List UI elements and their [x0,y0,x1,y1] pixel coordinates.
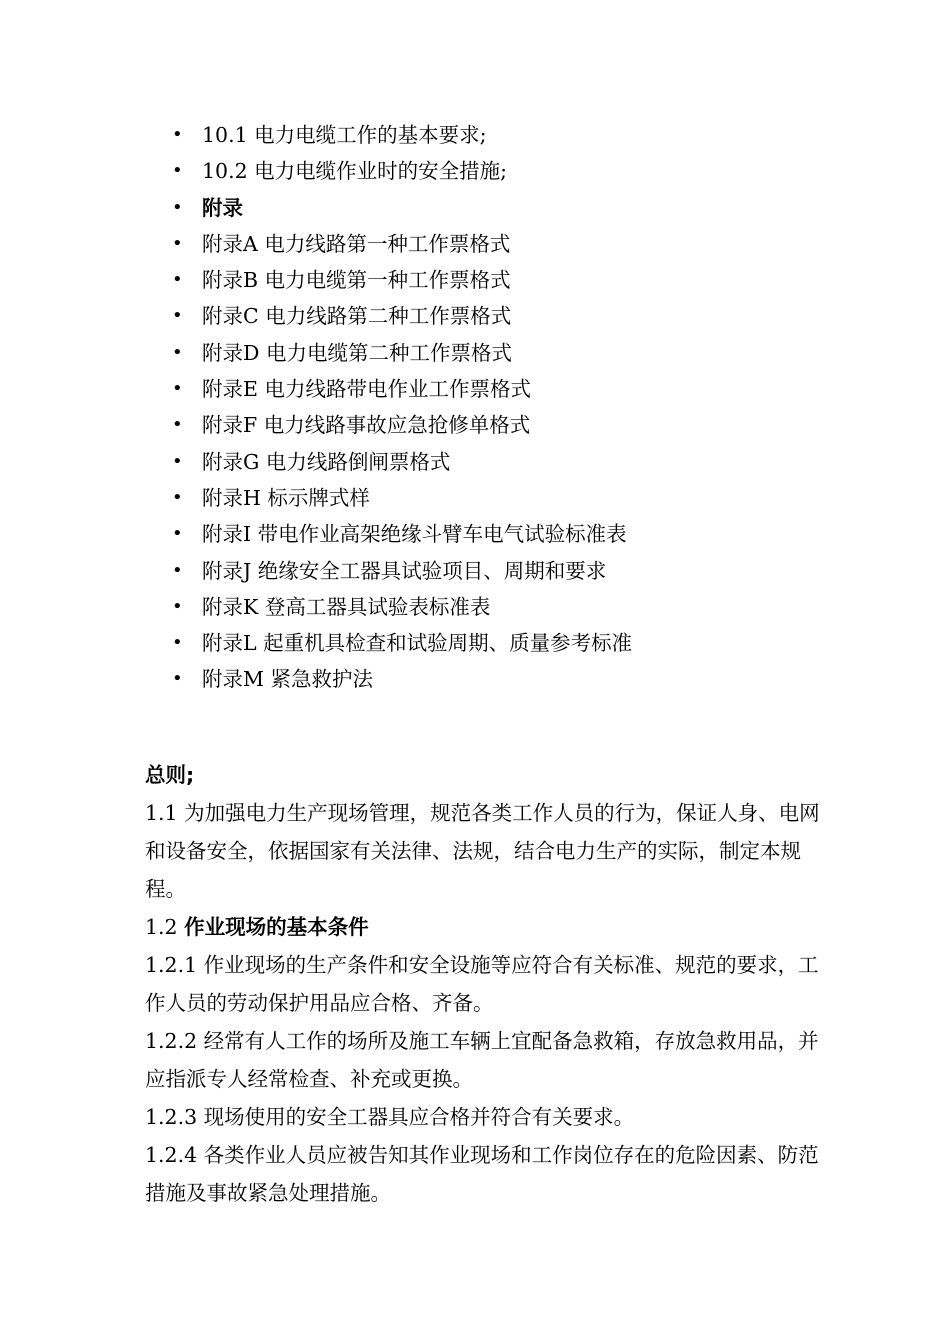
paragraph-1-2-2: 1.2.2 经常有人工作的场所及施工车辆上宜配备急救箱，存放急救用品，并应指派专人经常检查、补充或更换。 [145,1029,819,1091]
bullet-icon: • [172,632,183,654]
toc-item [172,625,892,661]
toc-item [172,661,892,697]
toc-item-text: 10.2 电力电缆作业时的安全措施; [202,159,508,184]
subsection-heading [145,908,835,946]
toc-item-text: 附录K 登高工器具试验表标准表 [202,594,491,619]
toc-item-text: 附录A 电力线路第一种工作票格式 [202,231,511,256]
toc-item-text: 附录B 电力电缆第一种工作票格式 [202,268,511,293]
paragraph-1-2-3: 1.2.3 现场使用的安全工器具应合格并符合有关要求。 [145,1105,635,1129]
bullet-icon: • [172,378,183,400]
bullet-icon: • [172,559,183,581]
toc-item [172,589,892,625]
paragraph-1-1: 1.1 为加强电力生产现场管理，规范各类工作人员的行为，保证人身、电网和设备安全，依据国家有关法律、法规，结合电力生产的实际，制定本规程。 [145,801,820,901]
bullet-icon: • [172,196,183,218]
toc-list [172,117,892,698]
toc-item-text: 附录 [202,195,243,220]
bullet-icon: • [172,269,183,291]
toc-item [172,262,892,298]
toc-item-text: 附录M 紧急救护法 [202,667,374,692]
bullet-icon: • [172,124,183,145]
bullet-icon: • [172,414,183,436]
bullet-icon: • [172,232,183,254]
bullet-icon: • [172,160,183,182]
toc-item [172,444,892,480]
toc-item-text: 附录H 标示牌式样 [202,485,370,510]
toc-item-text: 附录G 电力线路倒闸票格式 [202,449,451,474]
toc-item-text: 附录L 起重机具检查和试验周期、质量参考标准 [202,631,633,656]
bullet-icon: • [172,595,183,617]
toc-item-text: 附录E 电力线路带电作业工作票格式 [202,377,531,402]
toc-item [172,371,892,407]
subsection-title: 作业现场的基本条件 [184,915,369,939]
bullet-icon: • [172,341,183,363]
general-provisions-section [145,756,835,1212]
toc-item-text: 附录C 电力线路第二种工作票格式 [202,304,512,329]
toc-item [172,153,892,189]
toc-item-text: 附录F 电力线路事故应急抢修单格式 [202,413,531,438]
toc-item [172,117,892,153]
toc-item [172,335,892,371]
toc-item-appendix-heading [172,190,892,226]
toc-item-text: 附录J 绝缘安全工器具试验项目、周期和要求 [202,558,607,583]
section-title: 总则; [145,763,195,787]
toc-item [172,298,892,334]
toc-item [172,516,892,552]
toc-item [172,226,892,262]
paragraph-1-2-4: 1.2.4 各类作业人员应被告知其作业现场和工作岗位存在的危险因素、防范措施及事故紧急处理措施。 [145,1143,819,1205]
toc-item-text: 附录I 带电作业高架绝缘斗臂车电气试验标准表 [202,522,627,547]
toc-item-text: 10.1 电力电缆工作的基本要求; [202,123,487,147]
toc-item [172,480,892,516]
bullet-icon: • [172,668,183,690]
bullet-icon: • [172,305,183,327]
subsection-number: 1.2 [145,915,185,939]
toc-item [172,553,892,589]
bullet-icon: • [172,450,183,472]
toc-item-text: 附录D 电力电缆第二种工作票格式 [202,340,512,365]
toc-item [172,407,892,443]
paragraph-1-2-1: 1.2.1 作业现场的生产条件和安全设施等应符合有关标准、规范的要求，工作人员的劳动保护用品应合格、齐备。 [145,953,819,1015]
bullet-icon: • [172,523,183,545]
bullet-icon: • [172,486,183,508]
